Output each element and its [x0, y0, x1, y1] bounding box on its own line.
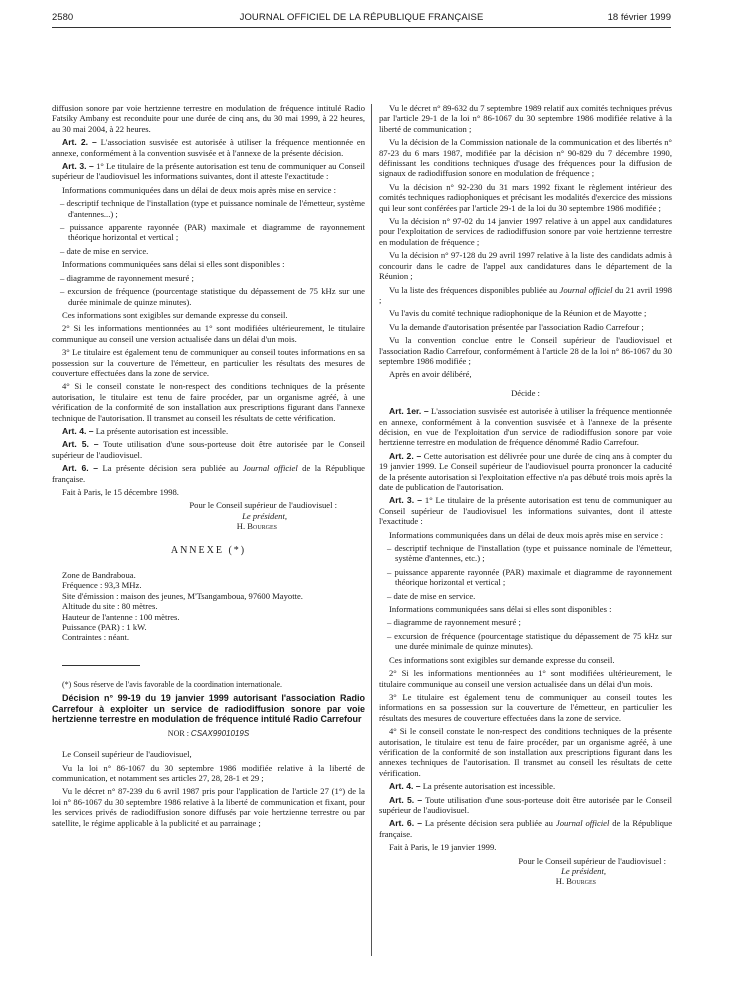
visa: Vu le décret n° 87-239 du 6 avril 1987 pris pour l'application de l'article 27 (1°) de la loi n° 86-1067 du 30 septembre 1986 relative à la liberté de communication et fixant, pour les services privés de radiodiffusion sonore diffusés par voie hertzienne terrestre ou par satellite, le régime applicable à la publicité et au parrainage ; [52, 786, 365, 828]
signature-body: Pour le Conseil supérieur de l'audiovisuel : [518, 855, 666, 866]
article-label: Art. 2. – [62, 137, 97, 148]
article-5 [379, 795, 672, 816]
paragraph: 4° Si le conseil constate le non-respect des conditions techniques de la présente autorisation, le titulaire est tenu de faire procéder, par un organisme agréé, à une vérification de la conformité de son installation aux prescriptions figurant dans l'annexe technique de l'autorisation. Il transmet au conseil les résultats de cette vérification. [52, 381, 365, 423]
article-text: La présente autorisation est incessible. [95, 425, 229, 436]
article-text: Toute utilisation d'une sous-porteuse doit être autorisée par le Conseil supérieur de l'audiovisuel. [379, 794, 672, 815]
list-item: – descriptif technique de l'installation (type et puissance nominale de l'émetteur, système d'antennes, etc.) ; [387, 543, 672, 564]
right-column [379, 103, 672, 887]
article-5 [52, 439, 365, 460]
article-label: Art. 1er. – [389, 406, 429, 417]
article-text: Cette autorisation est délivrée pour une durée de cinq ans à compter du 19 janvier 1999. Le Conseil supérieur de l'audiovisuel pourra prononcer la caducité de la présente autorisation si l'exploitation effective n'a pas débuté trois mois après la date de publication de l'autorisation. [379, 450, 672, 492]
list-item: – date de mise en service. [60, 245, 149, 256]
signature-body: Pour le Conseil supérieur de l'audiovisuel : [189, 500, 337, 511]
footnote: (*) Sous réserve de l'avis favorable de la coordination internationale. [62, 679, 283, 689]
annexe-power: Puissance (PAR) : 1 kW. [62, 622, 147, 633]
page-header [52, 8, 671, 28]
article-text: L'association susvisée est autorisée à utiliser la fréquence mentionnée en annexe, conformément à la convention susvisée et à l'annexe de la présente décision, en vue de l'exploitation d'un service de radiodiffusion sonore par voie hertzienne terrestre en modulation de fréquence dénommé Radio Carrefour. [379, 406, 672, 448]
paragraph: Ces informations sont exigibles sur demande expresse du conseil. [389, 654, 615, 665]
article-text: de la République française. [52, 463, 365, 484]
article-4 [379, 781, 672, 791]
visa-text: Vu la liste des fréquences disponibles publiée au [389, 284, 558, 295]
visa [379, 285, 672, 306]
paragraph: Le Conseil supérieur de l'audiovisuel, [62, 749, 192, 760]
article-label: Art. 4. – [62, 425, 94, 436]
decide-heading: Décide : [511, 387, 540, 398]
paragraph: 3° Le titulaire est également tenu de communiquer au conseil toutes les informations en sa possession sur la couverture de l'émetteur, en particulier les résultats des mesures de couverture effectuées dans la zone de service. [379, 691, 672, 723]
article-3 [379, 495, 672, 526]
article-2 [379, 451, 672, 493]
paragraph: Informations communiquées dans un délai de deux mois après mise en service : [62, 184, 336, 195]
annexe-title: ANNEXE (*) [170, 544, 247, 556]
article-text: L'association susvisée est autorisée à utiliser la fréquence mentionnée en annexe, conformément à la convention susvisée et à l'annexe de la présente décision. [52, 137, 365, 158]
signature-name: H. Bourges [555, 876, 596, 887]
paragraph: Informations communiquées dans un délai de deux mois après mise en service : [389, 529, 663, 540]
article-text: 1° Le titulaire de la présente autorisation est tenu de communiquer au Conseil supérieur de l'audiovisuel les informations suivantes, dont il atteste l'exactitude : [379, 495, 672, 527]
article-label: Art. 6. – [389, 818, 423, 829]
article-label: Art. 5. – [62, 439, 99, 450]
list-item: – diagramme de rayonnement mesuré ; [60, 272, 194, 283]
nor-reference [52, 729, 365, 739]
paragraph: Informations communiquées sans délai si elles sont disponibles : [62, 259, 285, 270]
paragraph: 2° Si les informations mentionnées au 1° sont modifiées ultérieurement, le titulaire communique au conseil une version actualisée dans un délai d'un mois. [379, 668, 672, 689]
paragraph: 3° Le titulaire est également tenu de communiquer au conseil toutes informations en sa possession sur la couverture de l'émetteur, en particulier les résultats des mesures de couverture effectuées dans la zone de service. [52, 347, 365, 378]
annexe-zone: Zone de Bandraboua. [62, 570, 136, 581]
list-item: – descriptif technique de l'installation (type et puissance nominale de l'émetteur, système d'antennes...) ; [60, 198, 365, 219]
article-text: La présente décision sera publiée au [424, 818, 553, 829]
paragraph: Informations communiquées sans délai si elles sont disponibles : [389, 604, 612, 615]
visa: Vu l'avis du comité technique radiophonique de la Réunion et de Mayotte ; [389, 308, 647, 319]
article-label: Art. 3. – [62, 161, 94, 172]
list-item: – puissance apparente rayonnée (PAR) maximale et diagramme de rayonnement théorique horizontal et vertical ; [387, 566, 672, 588]
journal-title: JOURNAL OFFICIEL DE LA RÉPUBLIQUE FRANÇAISE [239, 12, 484, 23]
article-label: Art. 5. – [389, 794, 423, 805]
paragraph: Après en avoir délibéré, [389, 369, 472, 380]
signature-date: Fait à Paris, le 19 janvier 1999. [389, 842, 497, 853]
visa: Vu la décision n° 97-02 du 14 janvier 1997 relative à un appel aux candidatures pour l'exploitation de services de radiodiffusion sonore par voie hertzienne terrestre en modulation de fréquence ; [379, 216, 672, 247]
article-label: Art. 3. – [389, 495, 422, 506]
visa: Vu la décision n° 97-128 du 29 avril 1997 relative à la liste des candidats admis à concourir dans le cadre de l'appel aux candidatures dans le département de la Réunion ; [379, 250, 672, 282]
paragraph: Ces informations sont exigibles sur demande expresse du conseil. [62, 309, 288, 320]
annexe-constraints: Contraintes : néant. [62, 632, 130, 643]
issue-date: 18 février 1999 [607, 12, 671, 23]
signature-name: H. Bourges [236, 521, 277, 532]
annexe-altitude: Altitude du site : 80 mètres. [62, 601, 158, 612]
article-6 [52, 463, 365, 484]
list-item: – date de mise en service. [387, 590, 476, 601]
article-label: Art. 4. – [389, 781, 421, 792]
annexe-frequency: Fréquence : 93,3 MHz. [62, 580, 142, 591]
paragraph: 4° Si le conseil constate le non-respect des conditions techniques de la présente autorisation, le titulaire est tenu de faire procéder, par un organisme agréé, à une vérification de la conformité de son installation aux prescriptions figurant dans les annexes techniques de l'autorisation. Il transmet au conseil les résultats de cette vérification. [379, 726, 672, 778]
list-item: – excursion de fréquence (pourcentage statistique du dépassement de 75 kHz sur une durée minimale de quinze minutes). [387, 630, 672, 652]
nor-label: NOR : [167, 728, 189, 738]
article-label: Art. 6. – [62, 463, 99, 474]
column-divider [371, 104, 372, 956]
article-label: Art. 2. – [389, 450, 422, 461]
article-6 [379, 818, 672, 839]
article-2 [52, 137, 365, 158]
article-text: La présente autorisation est incessible. [422, 781, 556, 792]
list-item: – puissance apparente rayonnée (PAR) maximale et diagramme de rayonnement théorique horizontal et vertical ; [60, 222, 365, 243]
decision-title: Décision n° 99-19 du 19 janvier 1999 autorisant l'association Radio Carrefour à exploiter un service de radiodiffusion sonore par voie hertzienne terrestre en modulation de fréquence intitulé Radio Carrefour [52, 693, 365, 725]
visa: Vu la demande d'autorisation présentée par l'association Radio Carrefour ; [389, 321, 644, 332]
list-item: – excursion de fréquence (pourcentage statistique du dépassement de 75 kHz sur une durée minimale de quinze minutes). [60, 286, 365, 307]
paragraph: diffusion sonore par voie hertzienne terrestre en modulation de fréquence intitulé Radio Fatsiky Ambany est reconduite pour une durée de cinq ans, du 30 mai 1999, à 22 heures, au 30 mai 2004, à 22 heures. [52, 103, 365, 134]
signature-title: Le président, [561, 866, 606, 876]
visa: Vu le décret n° 89-632 du 7 septembre 1989 relatif aux comités techniques prévus par l'article 29-1 de la loi n° 86-1067 du 30 septembre 1986 modifiée relative à la liberté de communication ; [379, 103, 672, 134]
nor-code: CSAX9901019S [190, 728, 250, 738]
annexe-antenna-height: Hauteur de l'antenne : 100 mètres. [62, 611, 180, 622]
header-rule [52, 27, 671, 28]
signature-date: Fait à Paris, le 15 décembre 1998. [62, 487, 179, 497]
left-column [52, 103, 365, 831]
journal-reference: Journal officiel [242, 463, 298, 474]
article-text: de la République française. [379, 818, 673, 839]
article-text: Toute utilisation d'une sous-porteuse doit être autorisée par le Conseil supérieur de l'audiovisuel. [52, 439, 365, 460]
article-text: 1° Le titulaire de la présente autorisation est tenu de communiquer au Conseil supérieur de l'audiovisuel les informations suivantes, dont il atteste l'exactitude : [52, 161, 365, 182]
journal-reference: Journal officiel [559, 284, 613, 295]
visa-text: du 21 avril 1998 ; [379, 284, 673, 305]
signature-title: Le président, [242, 510, 287, 521]
article-4 [52, 426, 365, 436]
paragraph: 2° Si les informations mentionnées au 1° sont modifiées ultérieurement, le titulaire communique au conseil une version actualisée dans un délai d'un mois. [52, 323, 365, 344]
article-text: La présente décision sera publiée au [102, 463, 239, 474]
footnote-rule [62, 665, 140, 666]
page-number: 2580 [52, 12, 74, 23]
journal-reference: Journal officiel [555, 818, 610, 829]
annexe-site: Site d'émission : maison des jeunes, M'Tsangamboua, 97600 Mayotte. [62, 590, 303, 601]
article-1 [379, 406, 672, 448]
list-item: – diagramme de rayonnement mesuré ; [387, 617, 521, 628]
visa: Vu la convention conclue entre le Conseil supérieur de l'audiovisuel et l'association Radio Carrefour, conformément à l'article 28 de la loi n° 86-1067 du 30 septembre 1986 modifiée ; [379, 335, 672, 366]
visa: Vu la loi n° 86-1067 du 30 septembre 1986 modifiée relative à la liberté de communication, et notamment ses articles 27, 28, 28-1 et 29 ; [52, 762, 365, 783]
visa: Vu la décision n° 92-230 du 31 mars 1992 fixant le règlement intérieur des comités techniques radiophoniques et précisant les modalités d'exercice des missions qui leur sont conférées par l'article 29-1 de la loi du 30 septembre 1986 modifiée ; [379, 181, 672, 213]
article-3 [52, 161, 365, 182]
visa: Vu la décision de la Commission nationale de la communication et des libertés n° 87-23 du 6 mars 1987, modifiée par la décision n° 90-829 du 7 décembre 1990, définissant les conditions techniques d'usage des fréquences pour la diffusion de signaux de radiodiffusion sonore en modulation de fréquence ; [379, 137, 672, 179]
